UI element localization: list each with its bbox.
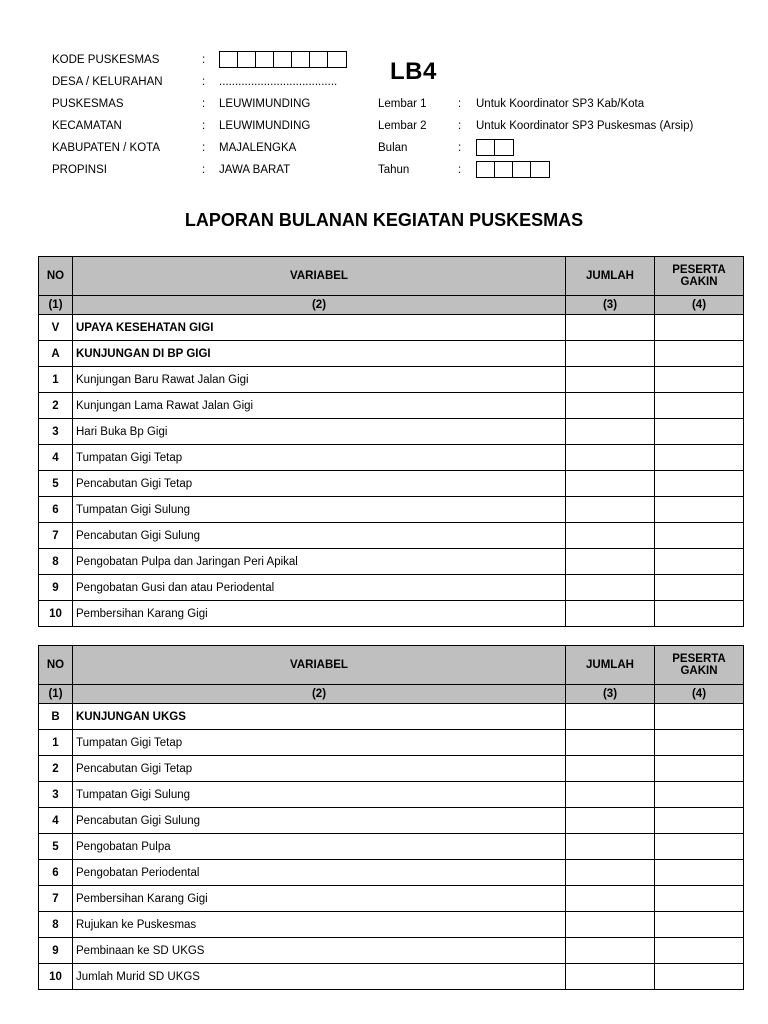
kode-digit-box[interactable] <box>328 52 346 67</box>
jumlah-cell[interactable] <box>566 367 655 393</box>
value-kabupaten-kota: MAJALENGKA <box>219 142 297 154</box>
row-number: 1 <box>39 730 73 756</box>
table-row <box>39 315 744 341</box>
peserta-gakin-cell[interactable] <box>655 886 744 912</box>
table-row <box>39 393 744 419</box>
table-row <box>39 756 744 782</box>
label-puskesmas: PUSKESMAS <box>52 98 124 110</box>
peserta-gakin-cell[interactable] <box>655 419 744 445</box>
row-variable: Hari Buka Bp Gigi <box>73 419 566 445</box>
header-jumlah: JUMLAH <box>566 257 655 296</box>
row-variable: Kunjungan Baru Rawat Jalan Gigi <box>73 367 566 393</box>
row-variable: Tumpatan Gigi Sulung <box>73 497 566 523</box>
value-lembar-2: Untuk Koordinator SP3 Puskesmas (Arsip) <box>476 120 694 132</box>
row-variable: Jumlah Murid SD UKGS <box>73 964 566 990</box>
value-kecamatan: LEUWIMUNDING <box>219 120 311 132</box>
row-variable: Pengobatan Gusi dan atau Periodental <box>73 575 566 601</box>
jumlah-cell[interactable] <box>566 756 655 782</box>
colon: : <box>202 98 206 110</box>
row-number: 3 <box>39 782 73 808</box>
peserta-gakin-cell[interactable] <box>655 938 744 964</box>
jumlah-cell[interactable] <box>566 471 655 497</box>
jumlah-cell[interactable] <box>566 860 655 886</box>
jumlah-cell[interactable] <box>566 834 655 860</box>
table-row <box>39 523 744 549</box>
kode-digit-box[interactable] <box>220 52 238 67</box>
tahun-boxes[interactable] <box>476 161 550 178</box>
row-variable: KUNJUNGAN UKGS <box>73 704 566 730</box>
value-propinsi: JAWA BARAT <box>219 164 291 176</box>
colon: : <box>202 164 206 176</box>
header-peserta-gakin: PESERTA GAKIN <box>655 646 744 685</box>
bulan-digit-box[interactable] <box>495 140 513 155</box>
table-row <box>39 964 744 990</box>
header-no: NO <box>39 646 73 685</box>
colon: : <box>458 98 462 110</box>
peserta-gakin-cell[interactable] <box>655 601 744 627</box>
table-row <box>39 886 744 912</box>
colon: : <box>202 54 206 66</box>
jumlah-cell[interactable] <box>566 497 655 523</box>
report-table-ukgs <box>38 645 744 990</box>
tahun-digit-box[interactable] <box>477 162 495 177</box>
row-variable: Pembersihan Karang Gigi <box>73 886 566 912</box>
jumlah-cell[interactable] <box>566 964 655 990</box>
row-number: 1 <box>39 367 73 393</box>
table-row <box>39 497 744 523</box>
bulan-boxes[interactable] <box>476 139 514 156</box>
report-table-bp-gigi <box>38 256 744 627</box>
row-number: 9 <box>39 938 73 964</box>
column-number: (2) <box>73 296 566 315</box>
row-variable: Pengobatan Pulpa dan Jaringan Peri Apikal <box>73 549 566 575</box>
header-variabel: VARIABEL <box>73 646 566 685</box>
peserta-gakin-cell[interactable] <box>655 393 744 419</box>
table-row <box>39 471 744 497</box>
peserta-gakin-cell[interactable] <box>655 341 744 367</box>
column-number: (2) <box>73 685 566 704</box>
label-kecamatan: KECAMATAN <box>52 120 122 132</box>
table-row <box>39 601 744 627</box>
table-row <box>39 445 744 471</box>
row-variable: Tumpatan Gigi Sulung <box>73 782 566 808</box>
table-row <box>39 704 744 730</box>
peserta-gakin-cell[interactable] <box>655 471 744 497</box>
row-number: 5 <box>39 834 73 860</box>
row-number: B <box>39 704 73 730</box>
table-row <box>39 730 744 756</box>
jumlah-cell[interactable] <box>566 730 655 756</box>
jumlah-cell[interactable] <box>566 523 655 549</box>
row-number: 7 <box>39 523 73 549</box>
row-variable: Pengobatan Periodental <box>73 860 566 886</box>
jumlah-cell[interactable] <box>566 704 655 730</box>
jumlah-cell[interactable] <box>566 445 655 471</box>
peserta-gakin-cell[interactable] <box>655 549 744 575</box>
label-kode-puskesmas: KODE PUSKESMAS <box>52 54 160 66</box>
jumlah-cell[interactable] <box>566 315 655 341</box>
value-puskesmas: LEUWIMUNDING <box>219 98 311 110</box>
tahun-digit-box[interactable] <box>495 162 513 177</box>
form-code: LB4 <box>390 58 437 85</box>
label-tahun: Tahun <box>378 164 410 176</box>
row-variable: Kunjungan Lama Rawat Jalan Gigi <box>73 393 566 419</box>
column-number: (1) <box>39 296 73 315</box>
row-variable: Pencabutan Gigi Sulung <box>73 523 566 549</box>
label-lembar-1: Lembar 1 <box>378 98 427 110</box>
row-number: 9 <box>39 575 73 601</box>
table-row <box>39 341 744 367</box>
column-number: (3) <box>566 296 655 315</box>
column-number: (1) <box>39 685 73 704</box>
label-desa-kelurahan: DESA / KELURAHAN <box>52 76 163 88</box>
table-row <box>39 419 744 445</box>
colon: : <box>458 164 462 176</box>
report-title: LAPORAN BULANAN KEGIATAN PUSKESMAS <box>184 210 584 230</box>
peserta-gakin-cell[interactable] <box>655 834 744 860</box>
table-row <box>39 808 744 834</box>
row-number: 7 <box>39 886 73 912</box>
colon: : <box>202 120 206 132</box>
peserta-gakin-cell[interactable] <box>655 782 744 808</box>
tahun-digit-box[interactable] <box>513 162 531 177</box>
row-number: 2 <box>39 393 73 419</box>
row-variable: Rujukan ke Puskesmas <box>73 912 566 938</box>
row-number: A <box>39 341 73 367</box>
header-no: NO <box>39 257 73 296</box>
peserta-gakin-cell[interactable] <box>655 860 744 886</box>
value-lembar-1: Untuk Koordinator SP3 Kab/Kota <box>476 98 645 110</box>
row-variable: Pengobatan Pulpa <box>73 834 566 860</box>
peserta-gakin-cell[interactable] <box>655 730 744 756</box>
label-lembar-2: Lembar 2 <box>378 120 427 132</box>
peserta-gakin-cell[interactable] <box>655 315 744 341</box>
bulan-digit-box[interactable] <box>477 140 495 155</box>
table-row <box>39 912 744 938</box>
jumlah-cell[interactable] <box>566 808 655 834</box>
peserta-gakin-cell[interactable] <box>655 367 744 393</box>
jumlah-cell[interactable] <box>566 575 655 601</box>
row-variable: KUNJUNGAN DI BP GIGI <box>73 341 566 367</box>
peserta-gakin-cell[interactable] <box>655 445 744 471</box>
row-number: 6 <box>39 860 73 886</box>
label-kabupaten-kota: KABUPATEN / KOTA <box>52 142 160 154</box>
kode-digit-box[interactable] <box>310 52 328 67</box>
header-jumlah: JUMLAH <box>566 646 655 685</box>
row-number: 4 <box>39 808 73 834</box>
table-row <box>39 549 744 575</box>
table-row <box>39 367 744 393</box>
row-number: 2 <box>39 756 73 782</box>
peserta-gakin-cell[interactable] <box>655 808 744 834</box>
label-propinsi: PROPINSI <box>52 164 107 176</box>
colon: : <box>202 142 206 154</box>
jumlah-cell[interactable] <box>566 782 655 808</box>
row-number: 3 <box>39 419 73 445</box>
row-number: 5 <box>39 471 73 497</box>
table-row <box>39 860 744 886</box>
row-variable: Pembersihan Karang Gigi <box>73 601 566 627</box>
row-number: 6 <box>39 497 73 523</box>
row-number: 10 <box>39 964 73 990</box>
row-number: 8 <box>39 912 73 938</box>
column-number: (4) <box>655 685 744 704</box>
header-variabel: VARIABEL <box>73 257 566 296</box>
value-desa-kelurahan[interactable]: ..................................... <box>219 76 338 88</box>
colon: : <box>202 76 206 88</box>
peserta-gakin-cell[interactable] <box>655 497 744 523</box>
peserta-gakin-cell[interactable] <box>655 912 744 938</box>
table-row <box>39 575 744 601</box>
kode-digit-box[interactable] <box>292 52 310 67</box>
header-peserta-gakin: PESERTA GAKIN <box>655 257 744 296</box>
table-row <box>39 834 744 860</box>
jumlah-cell[interactable] <box>566 393 655 419</box>
peserta-gakin-cell[interactable] <box>655 523 744 549</box>
peserta-gakin-cell[interactable] <box>655 756 744 782</box>
kode-puskesmas-boxes[interactable] <box>219 51 347 68</box>
table-row <box>39 938 744 964</box>
jumlah-cell[interactable] <box>566 912 655 938</box>
row-number: V <box>39 315 73 341</box>
row-variable: Tumpatan Gigi Tetap <box>73 445 566 471</box>
colon: : <box>458 142 462 154</box>
kode-digit-box[interactable] <box>256 52 274 67</box>
row-number: 10 <box>39 601 73 627</box>
peserta-gakin-cell[interactable] <box>655 575 744 601</box>
colon: : <box>458 120 462 132</box>
peserta-gakin-cell[interactable] <box>655 964 744 990</box>
row-number: 8 <box>39 549 73 575</box>
row-variable: Tumpatan Gigi Tetap <box>73 730 566 756</box>
tahun-digit-box[interactable] <box>531 162 549 177</box>
kode-digit-box[interactable] <box>274 52 292 67</box>
table-row <box>39 782 744 808</box>
jumlah-cell[interactable] <box>566 341 655 367</box>
column-number: (3) <box>566 685 655 704</box>
jumlah-cell[interactable] <box>566 419 655 445</box>
column-number: (4) <box>655 296 744 315</box>
row-variable: Pencabutan Gigi Tetap <box>73 471 566 497</box>
label-bulan: Bulan <box>378 142 408 154</box>
jumlah-cell[interactable] <box>566 886 655 912</box>
jumlah-cell[interactable] <box>566 601 655 627</box>
kode-digit-box[interactable] <box>238 52 256 67</box>
jumlah-cell[interactable] <box>566 549 655 575</box>
jumlah-cell[interactable] <box>566 938 655 964</box>
row-variable: Pencabutan Gigi Tetap <box>73 756 566 782</box>
row-variable: UPAYA KESEHATAN GIGI <box>73 315 566 341</box>
row-variable: Pencabutan Gigi Sulung <box>73 808 566 834</box>
row-variable: Pembinaan ke SD UKGS <box>73 938 566 964</box>
row-number: 4 <box>39 445 73 471</box>
peserta-gakin-cell[interactable] <box>655 704 744 730</box>
